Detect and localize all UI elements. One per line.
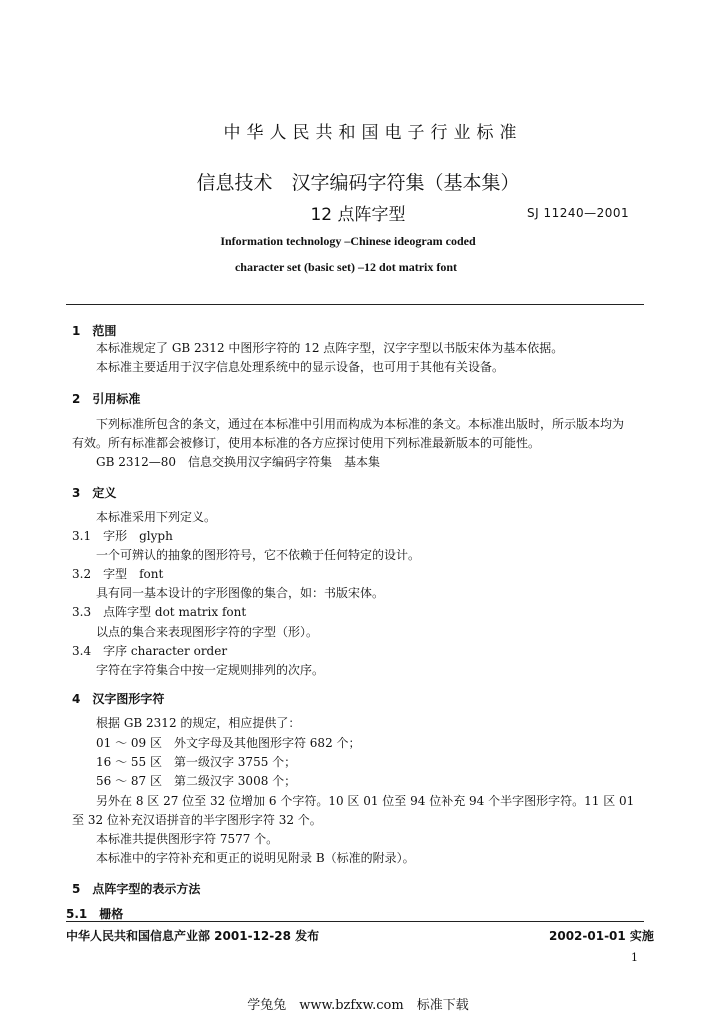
header-divider — [66, 304, 644, 305]
effective-date: 2002-01-01 实施 — [549, 929, 654, 943]
issue-date: 中华人民共和国信息产业部 2001-12-28 发布 — [66, 929, 320, 943]
section-5-heading: 5 点阵字型的表示方法 — [72, 882, 201, 896]
section-4-intro: 根据 GB 2312 的规定，相应提供了： — [96, 716, 301, 730]
section-3-3-text: 以点的集合来表现图形字符的字型（形）。 — [96, 625, 319, 639]
document-title-en-line1: Information technology –Chinese ideogram coded — [220, 234, 476, 248]
section-3-intro: 本标准采用下列定义。 — [96, 510, 217, 524]
section-3-heading: 3 定义 — [72, 486, 117, 500]
section-3-4-heading: 3.4 字序 character order — [72, 644, 228, 658]
section-1-paragraph-1: 本标准规定了 GB 2312 中图形字符的 12 点阵字型，汉字字型以书版宋体为基本依据。 — [96, 341, 564, 355]
section-2-reference: GB 2312—80 信息交换用汉字编码字符集 基本集 — [96, 455, 381, 469]
section-4-paragraph-line-2: 至 32 位补充汉语拼音的半字图形字符 32 个。 — [72, 813, 322, 827]
section-1-paragraph-2: 本标准主要适用于汉字信息处理系统中的显示设备，也可用于其他有关设备。 — [96, 360, 505, 374]
section-4-total: 本标准共提供图形字符 7577 个。 — [96, 832, 279, 846]
page-number: 1 — [631, 951, 638, 964]
section-2-paragraph-line-1: 下列标准所包含的条文，通过在本标准中引用而构成为本标准的条文。本标准出版时，所示版本均为 — [96, 417, 625, 431]
section-3-2-text: 具有同一基本设计的字形图像的集合，如：书版宋体。 — [96, 586, 385, 600]
footer-divider — [66, 921, 644, 922]
section-2-paragraph-line-2: 有效。所有标准都会被修订，使用本标准的各方应探讨使用下列标准最新版本的可能性。 — [72, 436, 541, 450]
section-3-4-text: 字符在字符集合中按一定规则排列的次序。 — [96, 663, 325, 677]
section-3-3-heading: 3.3 点阵字型 dot matrix font — [72, 605, 247, 619]
document-subtitle-cn: 12 点阵字型 — [310, 205, 406, 225]
section-3-1-text: 一个可辨认的抽象的图形符号，它不依赖于任何特定的设计。 — [96, 548, 421, 562]
section-3-1-heading: 3.1 字形 glyph — [72, 529, 173, 543]
issuing-body-title: 中华人民共和国电子行业标准 — [223, 123, 523, 143]
section-4-list-item-1: 01 ～ 09 区 外文字母及其他图形字符 682 个； — [96, 736, 361, 750]
section-4-heading: 4 汉字图形字符 — [72, 692, 165, 706]
document-title-en-line2: character set (basic set) –12 dot matrix font — [234, 260, 458, 274]
section-4-list-item-2: 16 ～ 55 区 第一级汉字 3755 个； — [96, 755, 297, 769]
document-title-cn: 信息技术 汉字编码字符集（基本集） — [196, 172, 520, 194]
section-1-heading: 1 范围 — [72, 324, 117, 338]
section-2-heading: 2 引用标准 — [72, 392, 141, 406]
site-watermark: 学兔兔 www.bzfxw.com 标准下载 — [247, 998, 469, 1013]
section-4-appendix-note: 本标准中的字符补充和更正的说明见附录 B（标准的附录）。 — [96, 851, 415, 865]
section-4-paragraph-line-1: 另外在 8 区 27 位至 32 位增加 6 个字符。10 区 01 位至 94 位补充 94 个半字图形字符。11 区 01 — [96, 794, 635, 808]
section-5-1-heading: 5.1 栅格 — [66, 907, 124, 921]
standard-number: SJ 11240—2001 — [527, 206, 630, 220]
section-4-list-item-3: 56 ～ 87 区 第二级汉字 3008 个； — [96, 774, 297, 788]
section-3-2-heading: 3.2 字型 font — [72, 567, 164, 581]
